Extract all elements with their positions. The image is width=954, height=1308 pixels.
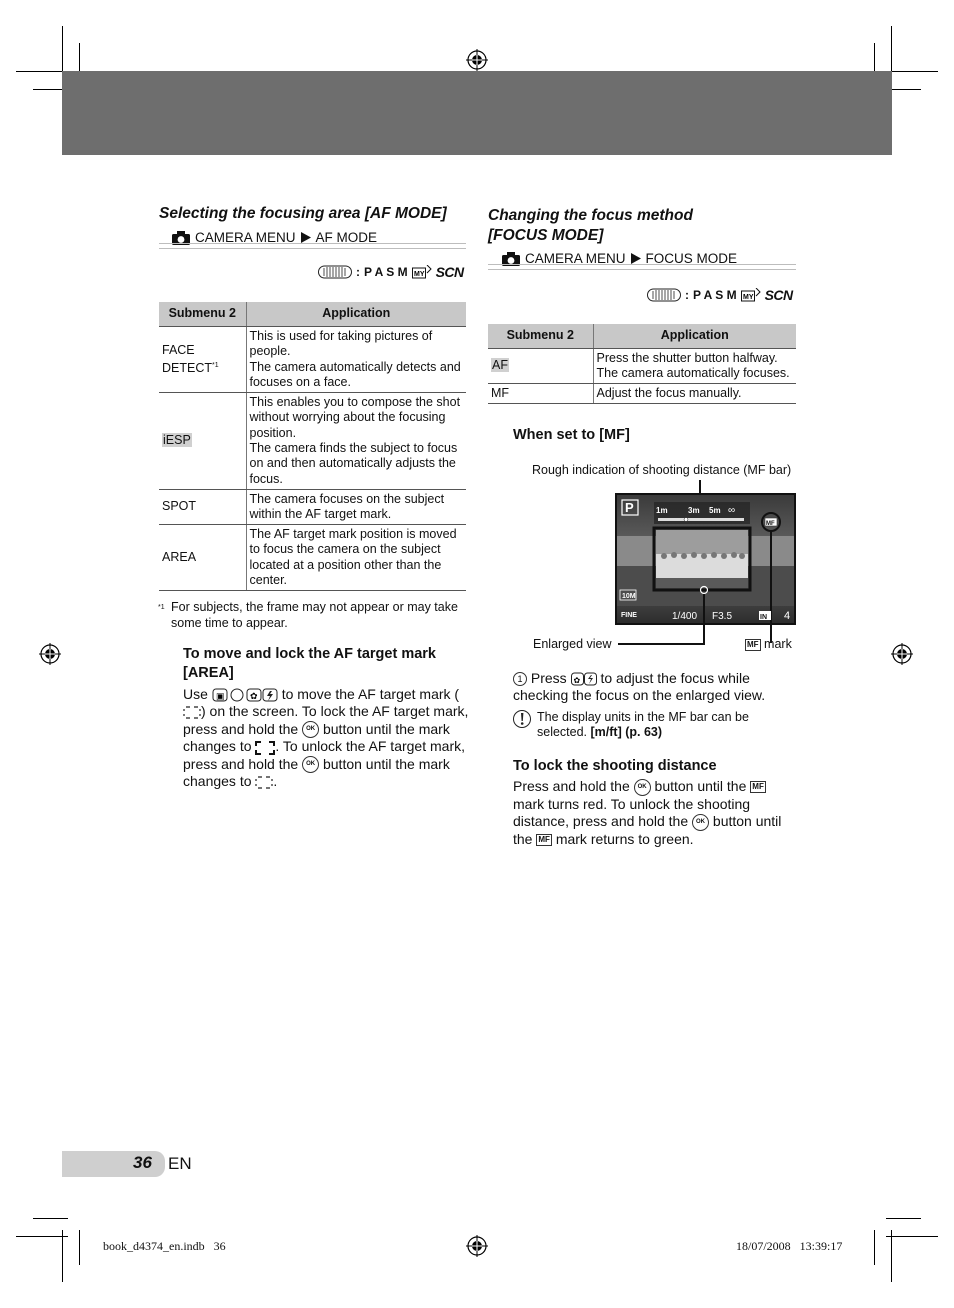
svg-text:✿: ✿ — [573, 676, 580, 686]
svg-text:▣: ▣ — [215, 691, 225, 702]
column-header: Submenu 2 — [159, 302, 246, 327]
table-row — [488, 349, 796, 384]
svg-text:FINE: FINE — [621, 612, 637, 619]
language-label: EN — [168, 1154, 192, 1173]
svg-text:∞: ∞ — [728, 505, 736, 516]
submenu-face-detect: FACE DETECT — [162, 342, 212, 376]
section-title-focus-mode-line1: Changing the focus method — [488, 207, 693, 224]
footnote-ref: *1 — [212, 361, 219, 369]
footnote-text: For subjects, the frame may not appear or may take some time to appear. — [171, 600, 458, 630]
mode-letters: P A S M — [364, 265, 408, 279]
note — [513, 710, 793, 740]
header-band — [62, 71, 892, 155]
table-row — [159, 327, 466, 393]
column-header: Application — [593, 324, 796, 349]
af-target-locked-icon — [255, 741, 275, 755]
arrow-buttons-icon — [212, 688, 278, 702]
svg-text:✿: ✿ — [249, 691, 258, 702]
lock-instructions: Press and hold the OK button until the MF mark turns red. To unlock the shooting distance, press and hold the OK button until the MF mark returns to green. — [513, 778, 782, 847]
crop-mark — [891, 1230, 892, 1282]
svg-text:3m: 3m — [688, 506, 700, 515]
note-text: The display units in the MF bar can be selected. — [537, 710, 749, 739]
mf-heading: When set to [MF] — [513, 427, 630, 443]
arrow-right-icon — [631, 253, 641, 264]
crop-mark — [33, 1218, 68, 1219]
menu-path-focus-mode: FOCUS MODE — [645, 251, 738, 266]
crop-mark — [886, 1218, 921, 1219]
column-header: Application — [246, 302, 466, 327]
table-cell-application: This is used for taking pictures of people. The camera automatically detects and focuses on a face. — [246, 327, 466, 393]
column-header: Submenu 2 — [488, 324, 593, 349]
my-mode-icon — [412, 265, 432, 279]
enlarged-view-label: Enlarged view — [533, 637, 612, 651]
svg-text:MF: MF — [766, 521, 775, 527]
scn-mode-label: SCN — [435, 264, 464, 280]
table-cell-submenu: MF — [488, 384, 593, 404]
menu-path-camera-menu: CAMERA MENU — [525, 251, 626, 266]
svg-text:F3.5: F3.5 — [712, 611, 733, 622]
table-row — [488, 384, 796, 404]
table-cell-application: This enables you to compose the shot without worrying about the focusing position. The camera finds the subject to focus on and then automatically adjusts the focus. — [246, 393, 466, 490]
note-ref: [m/ft] (p. 63) — [590, 725, 663, 739]
table-cell-submenu: SPOT — [159, 490, 246, 525]
crop-mark — [16, 1236, 68, 1237]
svg-text:5m: 5m — [709, 506, 721, 515]
mode-letters: P A S M — [693, 288, 737, 302]
ok-func-button-icon: OK — [302, 721, 319, 738]
page-number: 36 — [133, 1153, 152, 1172]
table-cell-submenu: AREA — [159, 525, 246, 591]
mf-badge-icon: MF — [747, 639, 759, 649]
table-cell-application: Press the shutter button halfway. The camera automatically focuses. — [593, 349, 796, 384]
svg-text:MY: MY — [742, 294, 754, 301]
registration-mark-icon — [891, 643, 913, 665]
mode-dial-icon — [647, 288, 681, 302]
area-instructions: Use ▣ ✿ to move the AF target mark () on the screen. To lock the AF target mark, press and hold the OK button until the mark changes to . To unlock the AF target mark, press and hold the OK button until the mark changes to . — [183, 686, 469, 790]
section-title-af-mode: Selecting the focusing area [AF MODE] — [159, 205, 447, 222]
table-cell-application: The camera focuses on the subject within the AF target mark. — [246, 490, 466, 525]
scn-mode-label: SCN — [764, 287, 793, 303]
table-cell-submenu — [488, 349, 593, 384]
registration-mark-icon — [39, 643, 61, 665]
registration-mark-icon — [466, 1235, 488, 1257]
table-row — [159, 490, 466, 525]
shooting-modes: : P A S M MY SCN — [318, 264, 464, 280]
submenu-iesp: iESP — [163, 433, 191, 448]
table-row — [159, 525, 466, 591]
ok-func-button-icon: OK — [692, 814, 709, 831]
crop-mark — [874, 1230, 875, 1265]
mf-step: 1 Press ✿ to adjust the focus while checking the focus on the enlarged view. — [513, 670, 766, 704]
table-header-row — [159, 302, 466, 327]
section-title-focus-mode-line2: [FOCUS MODE] — [488, 227, 604, 244]
crop-mark — [886, 1236, 938, 1237]
svg-text:4: 4 — [784, 610, 791, 622]
af-target-mark-icon — [183, 706, 201, 719]
af-target-mark-icon — [255, 776, 273, 789]
focus-mode-table — [488, 324, 796, 404]
area-heading: To move and lock the AF target mark [AREA] — [183, 646, 436, 681]
caution-icon — [513, 710, 531, 728]
table-cell-application: Adjust the focus manually. — [593, 384, 796, 404]
af-mode-table — [159, 302, 466, 591]
svg-text:1m: 1m — [656, 506, 668, 515]
mf-badge-icon: MF — [538, 835, 550, 845]
table-header-row — [488, 324, 796, 349]
svg-text:MY: MY — [413, 271, 425, 278]
ok-func-button-icon: OK — [302, 756, 319, 773]
registration-mark-icon — [466, 49, 488, 71]
mode-dial-icon — [318, 265, 352, 279]
menu-path-underline — [159, 243, 466, 249]
svg-text:IN: IN — [760, 614, 767, 621]
screen-mode-p: P — [625, 500, 634, 515]
crop-mark — [16, 71, 68, 72]
crop-mark — [886, 71, 938, 72]
slug-file: book_d4374_en.indb 36 — [103, 1239, 226, 1253]
table-cell-submenu — [159, 327, 246, 393]
shooting-modes: : P A S M MY SCN — [647, 287, 793, 303]
footnote-mark: *1 — [158, 604, 165, 611]
mf-badge-icon: MF — [752, 782, 764, 792]
arrow-right-icon — [301, 232, 311, 243]
crop-mark — [62, 1230, 63, 1282]
table-cell-submenu — [159, 393, 246, 490]
svg-text:1/400: 1/400 — [672, 611, 698, 622]
slug-date: 18/07/2008 13:39:17 — [736, 1239, 843, 1253]
footnote — [158, 600, 468, 631]
menu-path-af-mode: AF MODE — [315, 230, 378, 245]
lock-heading: To lock the shooting distance — [513, 758, 717, 774]
table-row — [159, 393, 466, 490]
crop-mark — [79, 1230, 80, 1265]
up-down-buttons-icon — [571, 672, 597, 686]
svg-text:10M: 10M — [622, 593, 636, 600]
mf-mark-label: MF mark — [747, 637, 792, 651]
table-cell-application: The AF target mark position is moved to focus the camera on the subject located at a position other than the center. — [246, 525, 466, 591]
mf-bar-caption: Rough indication of shooting distance (MF bar) — [532, 463, 792, 477]
step-number: 1 — [513, 672, 527, 686]
my-mode-icon — [741, 288, 761, 302]
menu-path-camera-menu: CAMERA MENU — [195, 230, 296, 245]
ok-func-button-icon: OK — [634, 779, 651, 796]
submenu-af: AF — [492, 358, 508, 373]
camera-screen-illustration — [528, 476, 808, 656]
menu-path-underline — [488, 264, 796, 270]
